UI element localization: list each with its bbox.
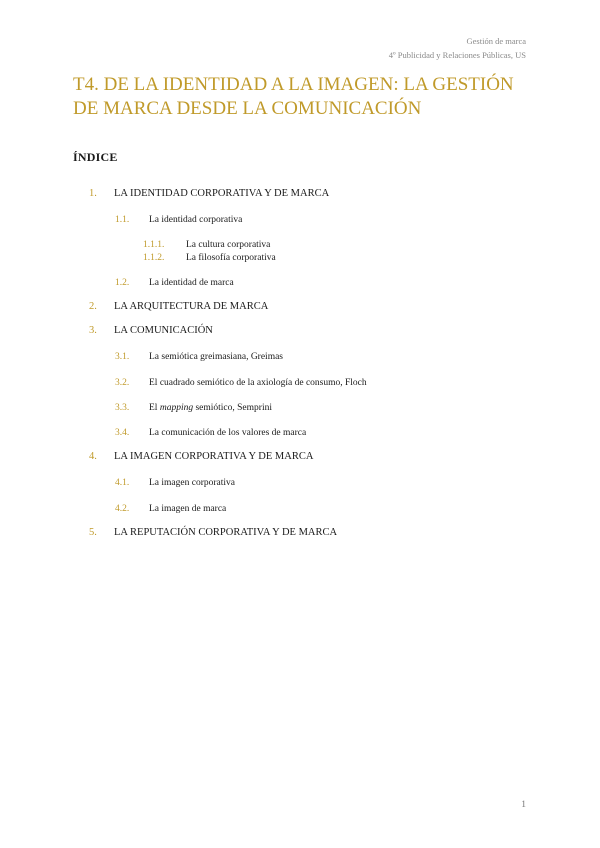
toc-number: 3.4.	[115, 428, 130, 438]
toc-text: LA COMUNICACIÓN	[114, 325, 213, 336]
toc-number: 4.	[89, 451, 97, 462]
index-heading: ÍNDICE	[73, 150, 118, 164]
toc-number: 2.	[89, 301, 97, 312]
toc-number: 1.	[89, 188, 97, 199]
toc-text: La filosofía corporativa	[186, 253, 276, 263]
toc-text: La comunicación de los valores de marca	[149, 428, 307, 438]
toc-text: El cuadrado semiótico de la axiología de consumo, Floch	[149, 378, 367, 388]
toc-number: 1.1.1.	[143, 240, 165, 250]
toc-text-emphasis: mapping	[159, 403, 194, 413]
toc-text-suffix: semiótico, Semprini	[193, 403, 272, 413]
document-title: T4. DE LA IDENTIDAD A LA IMAGEN: LA GESTIÓN DE MARCA DESDE LA COMUNICACIÓN	[73, 74, 514, 119]
toc-text	[149, 402, 272, 414]
toc-text: La imagen de marca	[149, 504, 227, 514]
toc-number: 3.1.	[115, 352, 130, 362]
toc-text: LA ARQUITECTURA DE MARCA	[114, 301, 269, 312]
header-course: Gestión de marca	[466, 36, 526, 46]
toc-number: 1.1.	[115, 215, 130, 225]
toc-text: La semiótica greimasiana, Greimas	[149, 352, 284, 362]
toc-number: 3.	[89, 325, 97, 336]
page-number: 1	[521, 800, 526, 810]
toc-text: La identidad corporativa	[149, 215, 243, 225]
toc-number: 3.3.	[115, 403, 130, 413]
toc-number: 1.1.2.	[143, 253, 165, 263]
toc-text: La identidad de marca	[149, 278, 234, 288]
toc-text: La cultura corporativa	[186, 240, 271, 250]
toc-number: 4.2.	[115, 504, 130, 514]
toc-number: 1.2.	[115, 278, 130, 288]
header-degree: 4º Publicidad y Relaciones Públicas, US	[388, 50, 526, 60]
toc-text: LA REPUTACIÓN CORPORATIVA Y DE MARCA	[114, 527, 338, 538]
toc-text-prefix: El	[149, 403, 160, 413]
toc-text: La imagen corporativa	[149, 478, 235, 488]
toc-text: LA IMAGEN CORPORATIVA Y DE MARCA	[114, 451, 314, 462]
toc-number: 4.1.	[115, 478, 130, 488]
toc-text: LA IDENTIDAD CORPORATIVA Y DE MARCA	[114, 188, 330, 199]
page-header	[389, 34, 526, 62]
toc-number: 5.	[89, 527, 97, 538]
toc-number: 3.2.	[115, 378, 130, 388]
